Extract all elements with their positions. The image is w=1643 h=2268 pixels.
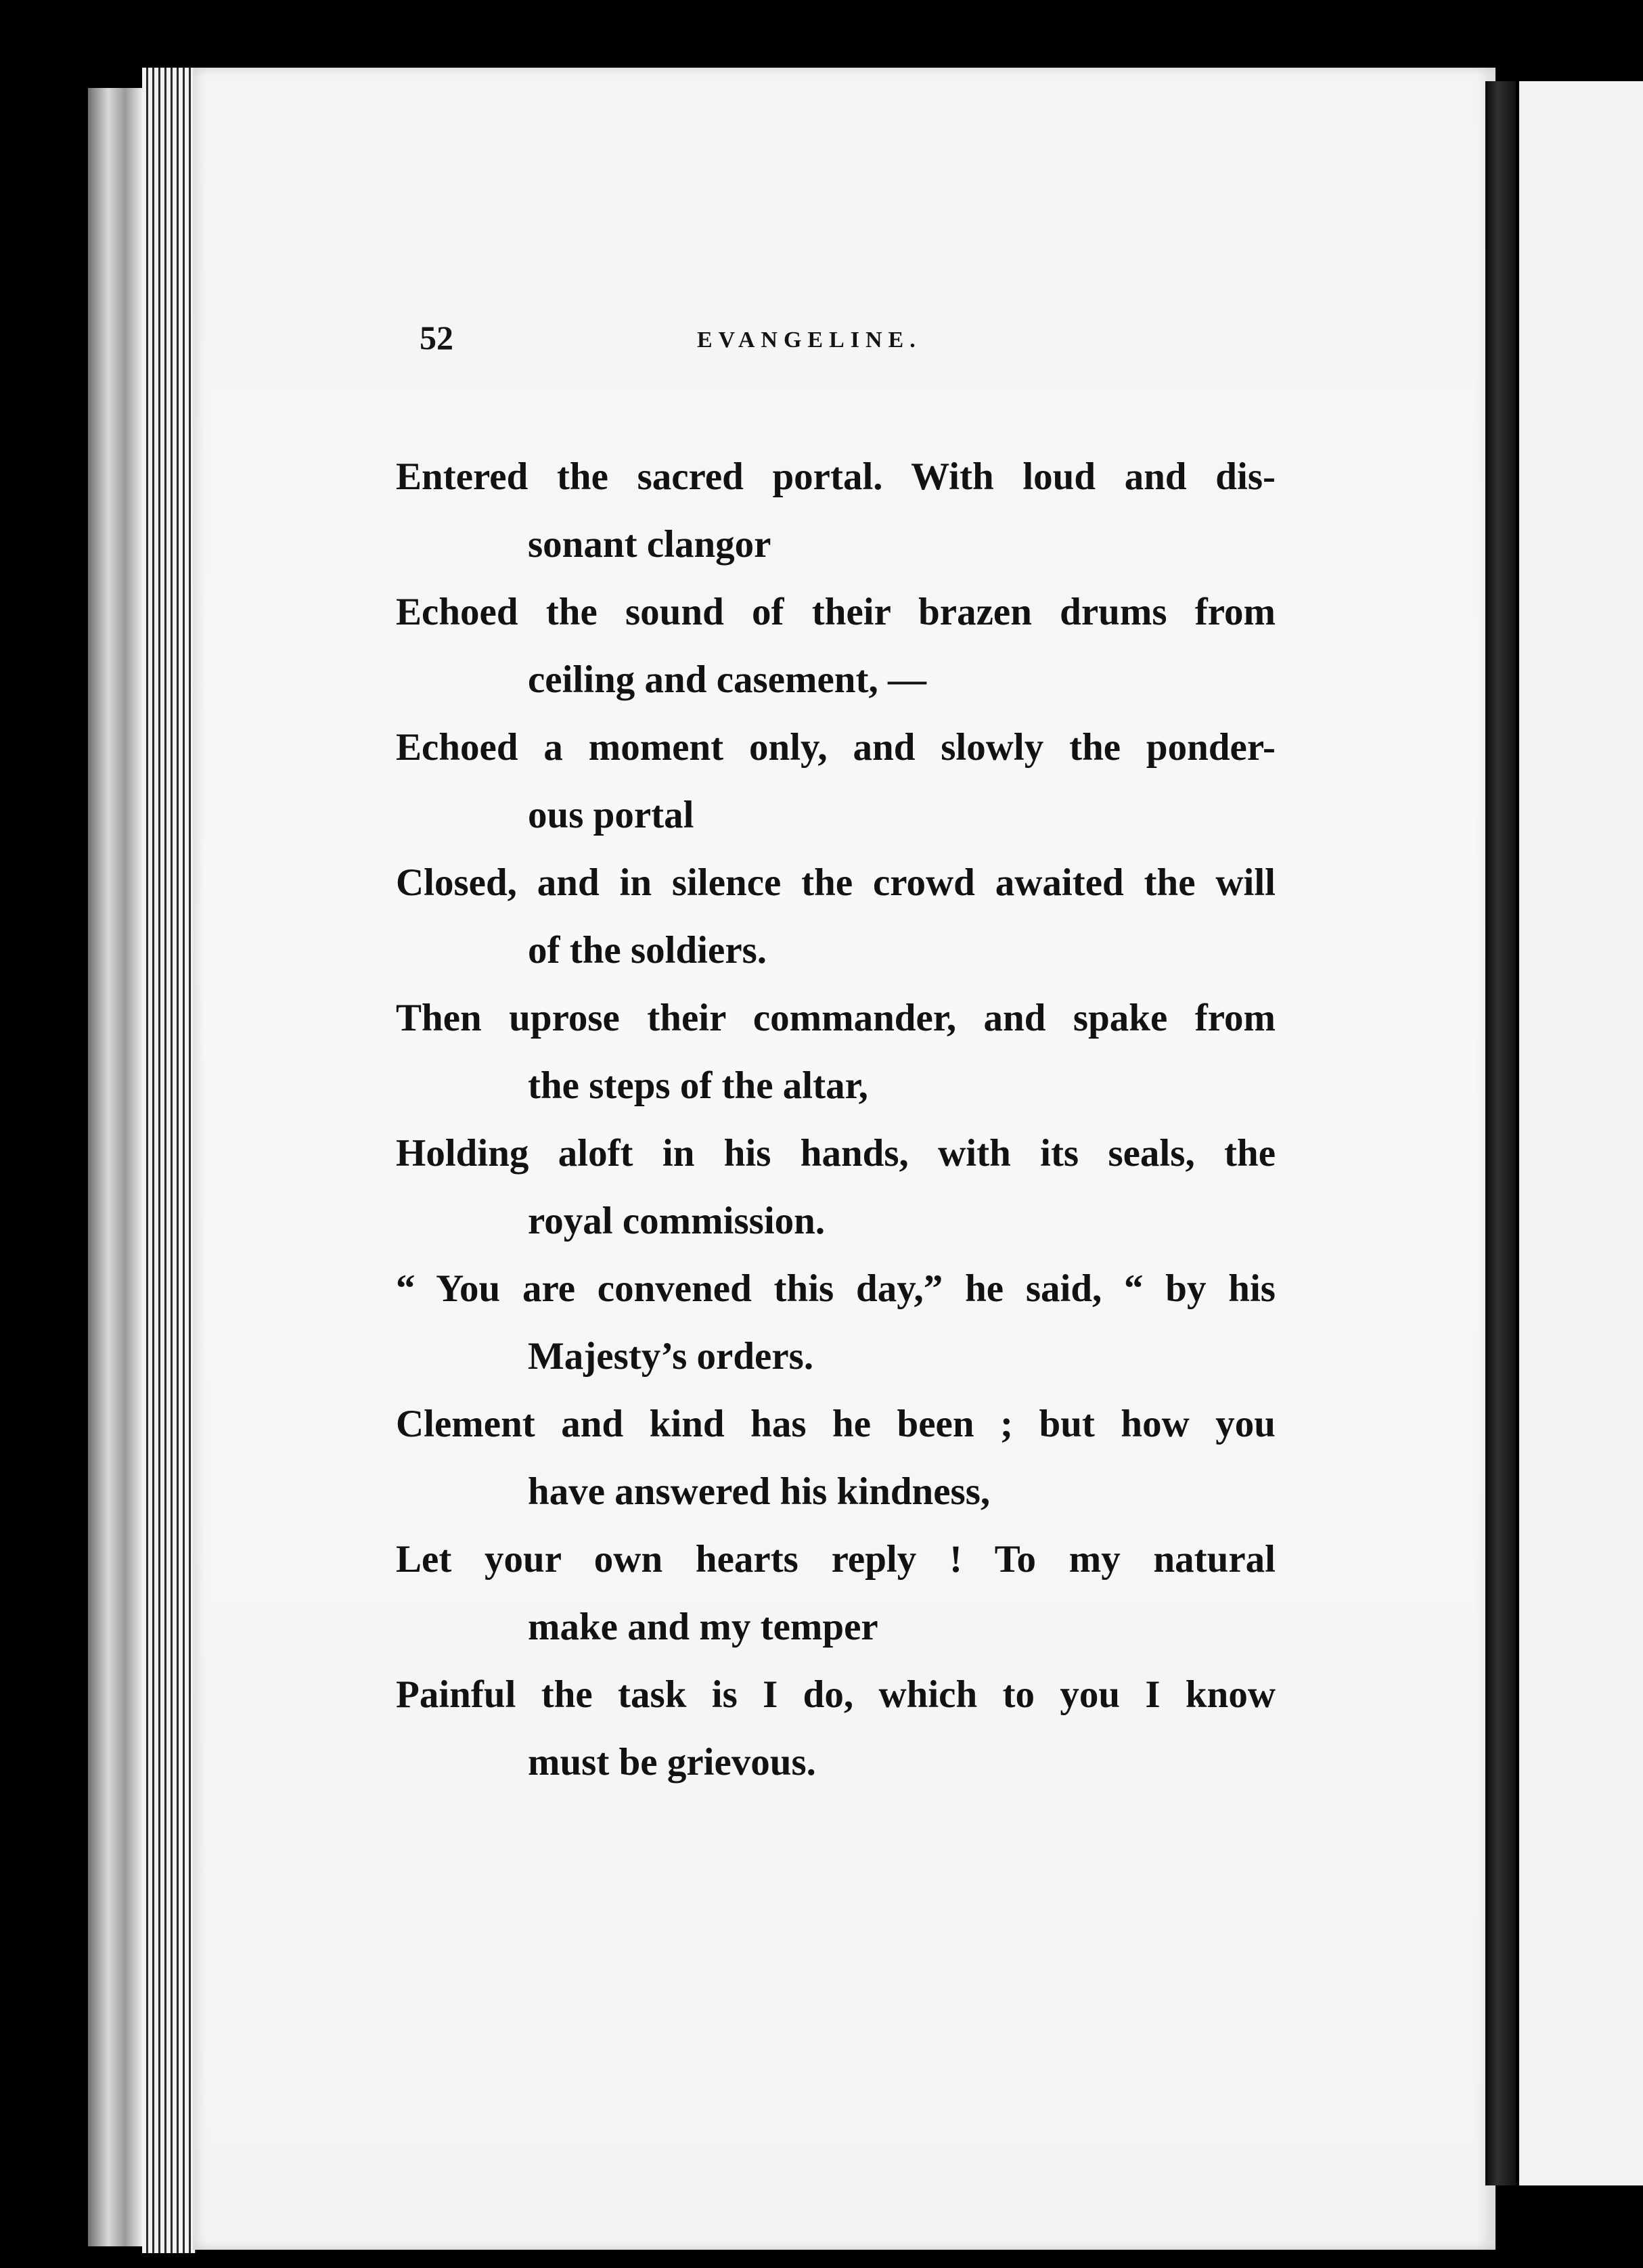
running-title: EVANGELINE. — [697, 327, 922, 353]
verse-line-continuation: ous portal — [528, 794, 694, 836]
book-gutter — [1485, 81, 1516, 2185]
verse-line: Clement and kind has he been ; but how you — [396, 1403, 1276, 1445]
verse-line-continuation: ceiling and casement, — — [528, 658, 926, 701]
verse-line: Let your own hearts reply ! To my natural — [396, 1538, 1276, 1581]
verse-line: Closed, and in silence the crowd awaited the will — [396, 861, 1276, 904]
verse-line: Then uprose their commander, and spake from — [396, 997, 1276, 1039]
page-number: 52 — [420, 319, 453, 357]
page-stack-edge — [142, 68, 196, 2253]
verse-line: “ You are convened this day,” he said, “ by his — [396, 1267, 1276, 1310]
verse-line: Echoed the sound of their brazen drums from — [396, 591, 1276, 633]
verse-line-continuation: have answered his kindness, — [528, 1470, 991, 1513]
verse-line: Echoed a moment only, and slowly the ponder- — [396, 726, 1276, 769]
verse-line-continuation: of the soldiers. — [528, 929, 767, 972]
facing-page-edge — [1519, 81, 1643, 2185]
verse-line-continuation: sonant clangor — [528, 523, 771, 566]
verse-line: Holding aloft in his hands, with its seals, the — [396, 1132, 1276, 1175]
verse-block — [396, 443, 1276, 1796]
verse-line-continuation: make and my temper — [528, 1606, 878, 1648]
verse-line-continuation: the steps of the altar, — [528, 1064, 868, 1107]
verse-line-continuation: royal commission. — [528, 1200, 826, 1242]
verse-line-continuation: Majesty’s orders. — [528, 1335, 814, 1378]
verse-line: Painful the task is I do, which to you I know — [396, 1673, 1276, 1716]
verse-line-continuation: must be grievous. — [528, 1741, 816, 1784]
verse-line: Entered the sacred portal. With loud and dis- — [396, 455, 1276, 498]
running-head — [420, 318, 1265, 365]
